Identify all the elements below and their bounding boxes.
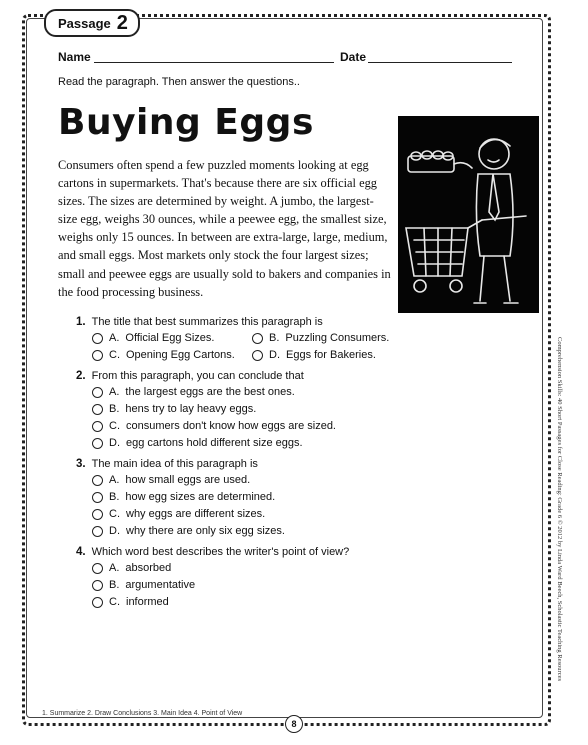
shopper-illustration [398,116,539,313]
question-list [76,316,496,617]
radio-bubble[interactable] [92,492,103,503]
answer-option[interactable] [92,525,285,537]
question-stem: Which word best describes the writer's point of view? [91,546,350,558]
passage-number: 2 [116,11,128,34]
question-stem: From this paragraph, you can conclude that [91,370,304,382]
date-field[interactable] [368,62,512,63]
answer-option[interactable] [92,386,295,398]
answer-option[interactable] [92,596,169,608]
page-title: Buying Eggs [58,102,314,143]
option-text: absorbed [125,562,172,574]
skills-footer: 1. Summarize 2. Draw Conclusions 3. Main Idea 4. Point of View [42,710,243,717]
radio-bubble[interactable] [92,526,103,537]
question-number: 1. [76,316,86,328]
radio-bubble[interactable] [92,404,103,415]
answer-option[interactable] [252,349,376,361]
option-letter: A. [109,332,120,344]
question-1 [76,316,496,361]
answer-option[interactable] [92,349,252,361]
question-number: 4. [76,546,86,558]
option-letter: B. [109,491,120,503]
option-letter: A. [109,474,120,486]
option-letter: C. [109,508,120,520]
option-text: Official Egg Sizes. [125,332,215,344]
option-letter: B. [269,332,280,344]
answer-option[interactable] [92,474,250,486]
page-number: 8 [285,715,303,733]
answer-option[interactable] [92,491,275,503]
answer-option[interactable] [92,508,265,520]
option-letter: C. [109,420,120,432]
option-letter: D. [109,437,120,449]
radio-bubble[interactable] [92,597,103,608]
question-stem: The title that best summarizes this paragraph is [91,316,323,328]
radio-bubble[interactable] [92,421,103,432]
option-text: Puzzling Consumers. [285,332,390,344]
option-letter: C. [109,596,120,608]
question-4 [76,546,496,608]
radio-bubble[interactable] [92,563,103,574]
option-text: hens try to lay heavy eggs. [125,403,257,415]
passage-label: Passage [58,15,111,31]
option-text: Eggs for Bakeries. [286,349,376,361]
answer-option[interactable] [92,420,336,432]
radio-bubble[interactable] [92,387,103,398]
option-letter: D. [109,525,120,537]
option-letter: D. [269,349,280,361]
option-letter: B. [109,403,120,415]
option-text: the largest eggs are the best ones. [125,386,295,398]
passage-tab [44,9,140,37]
date-label: Date [340,50,367,64]
answer-option[interactable] [92,562,171,574]
reading-paragraph: Consumers often spend a few puzzled moments looking at egg cartons in supermarkets. That's because there are six official egg sizes. The sizes are determined by weight. A jumbo, the largest-size egg, weighs 30 ounces, while a peewee egg, the smallest size, weighs only 15 ounces. In between are extra-large, large, medium, and small eggs. Most markets only stock the four largest sizes; small and peewee eggs are usually sold to bakers and companies in the food processing business. [58,158,391,299]
option-letter: A. [109,562,120,574]
answer-option[interactable] [92,579,195,591]
question-number: 3. [76,458,86,470]
option-text: informed [126,596,169,608]
question-stem: The main idea of this paragraph is [91,458,258,470]
answer-option[interactable] [92,332,252,344]
radio-bubble[interactable] [92,333,103,344]
option-text: why there are only six egg sizes. [126,525,285,537]
copyright-line: Comprehension Skills: 40 Short Passages for Close Reading: Grade 6 © 2012 by Linda Ward Beech, Scholastic Teaching Resources [556,337,563,682]
option-letter: B. [109,579,120,591]
radio-bubble[interactable] [92,475,103,486]
name-label: Name [58,50,91,64]
radio-bubble[interactable] [92,438,103,449]
option-text: argumentative [125,579,196,591]
option-letter: A. [109,386,120,398]
option-letter: C. [109,349,120,361]
instructions: Read the paragraph. Then answer the questions.. [58,76,300,88]
radio-bubble[interactable] [252,350,263,361]
radio-bubble[interactable] [92,580,103,591]
option-text: how small eggs are used. [125,474,251,486]
question-number: 2. [76,370,86,382]
answer-option[interactable] [252,332,389,344]
question-2 [76,370,496,449]
radio-bubble[interactable] [92,350,103,361]
answer-option[interactable] [92,437,303,449]
option-text: Opening Egg Cartons. [126,349,235,361]
answer-option[interactable] [92,403,256,415]
option-text: how egg sizes are determined. [125,491,276,503]
option-text: egg cartons hold different size eggs. [126,437,303,449]
question-3 [76,458,496,537]
option-text: consumers don't know how eggs are sized. [126,420,336,432]
option-text: why eggs are different sizes. [126,508,266,520]
radio-bubble[interactable] [92,509,103,520]
name-field[interactable] [94,62,334,63]
radio-bubble[interactable] [252,333,263,344]
